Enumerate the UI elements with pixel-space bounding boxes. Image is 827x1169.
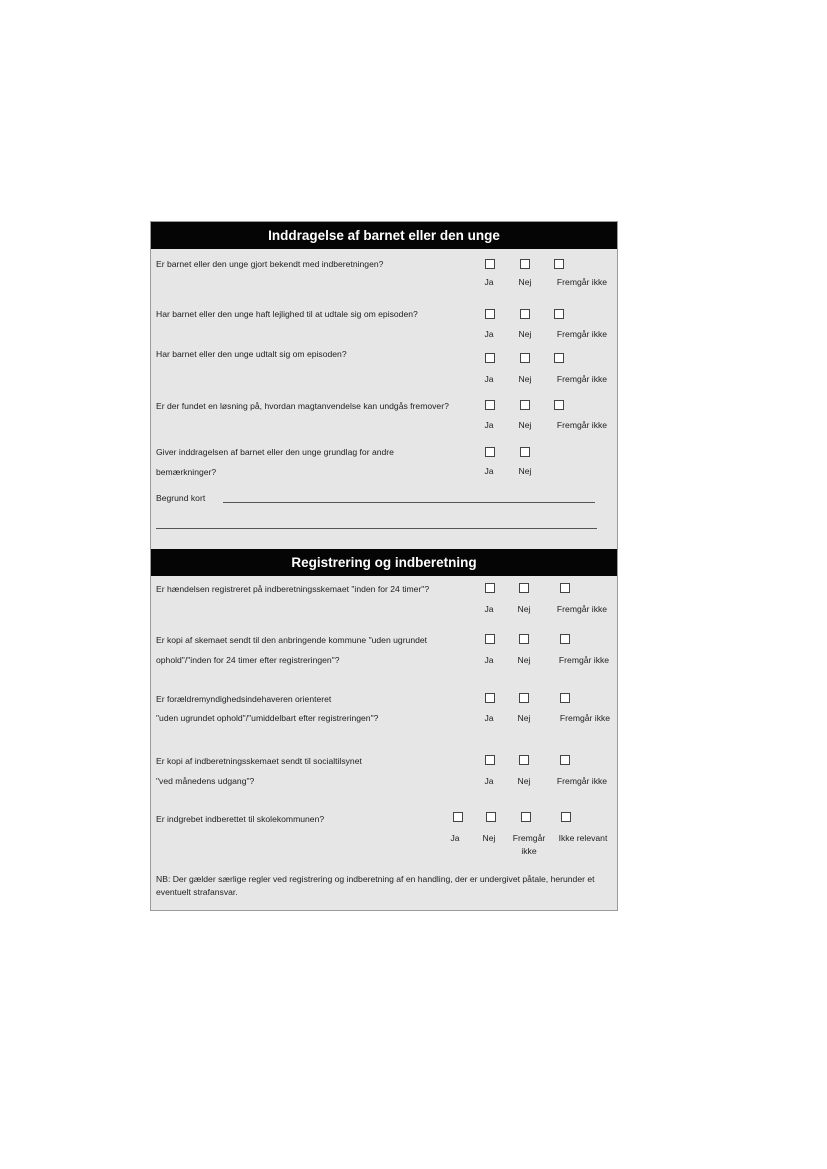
label-fremgaar-ikke: Fremgår ikke: [556, 604, 608, 614]
label-ikke-relevant: Ikke relevant: [558, 833, 608, 843]
checkbox-nej[interactable]: [520, 259, 530, 269]
checkbox-fremgaar-ikke[interactable]: [554, 309, 564, 319]
question-foraeldremyndighed-line2: "uden ugrundet ophold"/"umiddelbart efter registreringen"?: [156, 713, 379, 723]
label-nej: Nej: [517, 655, 531, 665]
begrund-line[interactable]: [156, 528, 597, 529]
label-ja: Ja: [450, 833, 460, 843]
label-fremgaar-ikke: Fremgår ikke: [559, 713, 611, 723]
label-nej: Nej: [517, 776, 531, 786]
checkbox-nej[interactable]: [520, 447, 530, 457]
checkbox-ikke-relevant[interactable]: [561, 812, 571, 822]
checkbox-fremgaar-ikke[interactable]: [560, 755, 570, 765]
checkbox-nej[interactable]: [520, 353, 530, 363]
question-grundlag-line1: Giver inddragelsen af barnet eller den unge grundlag for andre: [156, 447, 394, 457]
question-skolekommunen: Er indgrebet indberettet til skolekommunen?: [156, 814, 325, 824]
label-ja: Ja: [484, 420, 494, 430]
label-fremgaar-ikke: Fremgår ikke: [558, 655, 610, 665]
checkbox-ja[interactable]: [485, 447, 495, 457]
label-nej: Nej: [518, 420, 532, 430]
begrund-kort-label: Begrund kort: [156, 493, 206, 503]
label-fremgaar-ikke: Fremgår ikke: [556, 374, 608, 384]
label-fremgaar-ikke: Fremgår ikke: [556, 277, 608, 287]
checkbox-fremgaar-ikke[interactable]: [560, 583, 570, 593]
label-nej: Nej: [517, 713, 531, 723]
label-ja: Ja: [484, 713, 494, 723]
question-loesning: Er der fundet en løsning på, hvordan magtanvendelse kan undgås fremover?: [156, 401, 449, 411]
question-grundlag-line2: bemærkninger?: [156, 467, 217, 477]
checkbox-fremgaar-ikke[interactable]: [554, 353, 564, 363]
question-foraeldremyndighed-line1: Er forældremyndighedsindehaveren orienteret: [156, 694, 332, 704]
checkbox-nej[interactable]: [520, 400, 530, 410]
checkbox-fremgaar-ikke[interactable]: [554, 259, 564, 269]
question-kopi-kommune-line2: ophold"/"inden for 24 timer efter registreringen"?: [156, 655, 340, 665]
checkbox-nej[interactable]: [519, 693, 529, 703]
checkbox-fremgaar-ikke[interactable]: [554, 400, 564, 410]
label-fremgaar-ikke: Fremgår ikke: [556, 329, 608, 339]
label-nej: Nej: [482, 833, 496, 843]
label-nej: Nej: [518, 329, 532, 339]
checkbox-nej[interactable]: [519, 755, 529, 765]
checkbox-ja[interactable]: [485, 755, 495, 765]
question-udtalt-sig: Har barnet eller den unge udtalt sig om episoden?: [156, 349, 347, 359]
label-ja: Ja: [484, 374, 494, 384]
checkbox-ja[interactable]: [485, 583, 495, 593]
question-socialtilsynet-line2: "ved månedens udgang"?: [156, 776, 255, 786]
section-header-inddragelse: Inddragelse af barnet eller den unge: [151, 222, 617, 249]
question-kopi-kommune-line1: Er kopi af skemaet sendt til den anbringende kommune "uden ugrundet: [156, 635, 428, 645]
question-socialtilsynet-line1: Er kopi af indberetningsskemaet sendt til socialtilsynet: [156, 756, 362, 766]
checkbox-ja[interactable]: [485, 259, 495, 269]
checkbox-fremgaar-ikke[interactable]: [521, 812, 531, 822]
checkbox-ja[interactable]: [485, 693, 495, 703]
checkbox-fremgaar-ikke[interactable]: [560, 634, 570, 644]
label-nej: Nej: [518, 277, 532, 287]
question-gjort-bekendt: Er barnet eller den unge gjort bekendt med indberetningen?: [156, 259, 384, 269]
label-ja: Ja: [484, 329, 494, 339]
question-registreret: Er hændelsen registreret på indberetningsskemaet "inden for 24 timer"?: [156, 584, 430, 594]
magtanvendelse-form: [150, 221, 618, 911]
label-fremgaar-ikke: Fremgår ikke: [556, 420, 608, 430]
checkbox-ja[interactable]: [485, 634, 495, 644]
label-nej: Nej: [518, 374, 532, 384]
label-ja: Ja: [484, 655, 494, 665]
checkbox-nej[interactable]: [520, 309, 530, 319]
question-haft-lejlighed: Har barnet eller den unge haft lejlighed til at udtale sig om episoden?: [156, 309, 418, 319]
label-fremgaar-ikke: Fremgår ikke: [556, 776, 608, 786]
checkbox-ja[interactable]: [485, 400, 495, 410]
nb-note: NB: Der gælder særlige regler ved registrering og indberetning af en handling, der er undergivet påtale, herunder et eventuelt strafansvar.: [156, 874, 595, 897]
label-ja: Ja: [484, 604, 494, 614]
label-nej: Nej: [517, 604, 531, 614]
label-ja: Ja: [484, 277, 494, 287]
checkbox-fremgaar-ikke[interactable]: [560, 693, 570, 703]
checkbox-nej[interactable]: [519, 634, 529, 644]
label-ikke: ikke: [521, 846, 537, 856]
label-nej: Nej: [518, 466, 532, 476]
section-header-registrering: Registrering og indberetning: [151, 549, 617, 576]
checkbox-ja[interactable]: [485, 353, 495, 363]
label-fremgaar: Fremgår: [512, 833, 546, 843]
checkbox-ja[interactable]: [485, 309, 495, 319]
checkbox-ja[interactable]: [453, 812, 463, 822]
label-ja: Ja: [484, 466, 494, 476]
begrund-line[interactable]: [223, 502, 595, 503]
checkbox-nej[interactable]: [486, 812, 496, 822]
checkbox-nej[interactable]: [519, 583, 529, 593]
label-ja: Ja: [484, 776, 494, 786]
